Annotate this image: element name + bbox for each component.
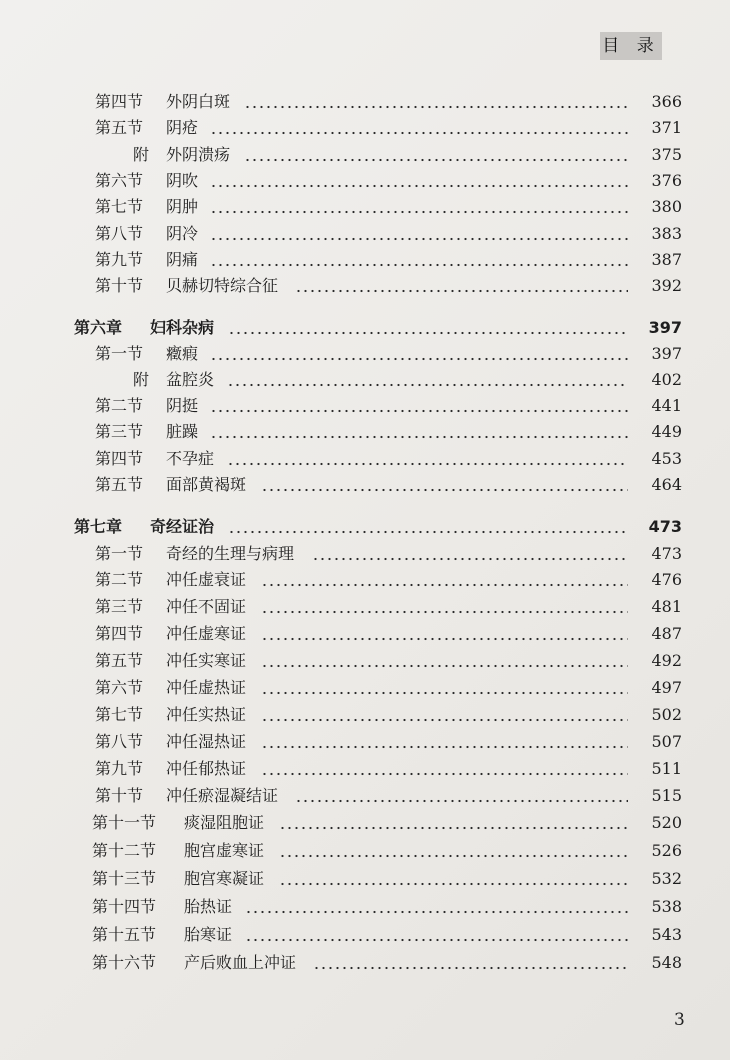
toc-entry-label: 第九节 [95,759,144,778]
toc-entry-title: 阴吹 [166,171,199,190]
toc-leader-dots [210,194,628,220]
toc-leader-dots [244,89,628,115]
toc-entry-title: 盆腔炎 [166,370,215,389]
toc-entry-label: 第八节 [95,732,144,751]
toc-entry-page: 502 [651,705,682,724]
toc-leader-dots [261,567,628,593]
toc-section-entry [0,247,730,273]
toc-section-entry [0,541,730,567]
toc-section-entry [0,922,730,948]
toc-section-entry [0,729,730,755]
toc-entry-page: 511 [651,759,682,778]
toc-entry-label: 第十节 [95,786,144,805]
toc-entry-label: 第十节 [95,276,144,295]
toc-leader-dots [261,729,628,755]
toc-entry-page: 397 [648,318,682,337]
toc-section-entry [0,419,730,445]
toc-section-entry [0,168,730,194]
toc-leader-dots [261,621,628,647]
toc-entry-title: 冲任虚衰证 [166,570,247,589]
toc-entry-title: 外阴白斑 [166,92,231,111]
toc-entry-title: 冲任郁热证 [166,759,247,778]
toc-entry-label: 第七节 [95,705,144,724]
toc-section-entry [0,194,730,220]
toc-entry-label: 第十三节 [92,869,157,888]
toc-section-entry [0,446,730,472]
toc-entry-label: 第四节 [95,624,144,643]
toc-entry-title: 阴冷 [166,224,199,243]
toc-entry-title: 冲任瘀湿凝结证 [166,786,279,805]
toc-entry-label: 第一节 [95,544,144,563]
toc-leader-dots [210,115,628,141]
toc-entry-title: 贝赫切特综合征 [166,276,279,295]
toc-chapter-entry [0,514,730,540]
toc-leader-dots [261,756,628,782]
toc-section-entry [0,894,730,920]
toc-entry-label: 第二节 [95,570,144,589]
toc-entry-label: 第十一节 [92,813,157,832]
toc-section-entry [0,472,730,498]
toc-entry-page: 515 [651,786,682,805]
toc-entry-label: 第十四节 [92,897,157,916]
toc-section-entry [0,115,730,141]
toc-leader-dots [261,675,628,701]
toc-entry-title: 阴痛 [166,250,199,269]
toc-entry-title: 产后败血上冲证 [184,953,297,972]
toc-entry-label: 第十五节 [92,925,157,944]
toc-entry-title: 冲任实寒证 [166,651,247,670]
toc-section-entry [0,756,730,782]
toc-leader-dots [295,273,628,299]
toc-section-entry [0,866,730,892]
toc-entry-label: 第五节 [95,118,144,137]
toc-entry-page: 376 [651,171,682,190]
toc-leader-dots [261,594,628,620]
toc-leader-dots [210,247,628,273]
toc-leader-dots [245,922,628,948]
toc-section-entry [0,648,730,674]
toc-leader-dots [210,341,628,367]
toc-entry-label: 第七节 [95,197,144,216]
toc-section-entry [0,675,730,701]
toc-section-entry [0,89,730,115]
toc-leader-dots [279,838,628,864]
toc-leader-dots [228,514,628,540]
toc-entry-page: 473 [648,517,682,536]
toc-entry-title: 冲任不固证 [166,597,247,616]
toc-leader-dots [279,810,628,836]
toc-leader-dots [210,221,628,247]
toc-entry-title: 冲任实热证 [166,705,247,724]
toc-entry-label: 第十二节 [92,841,157,860]
toc-section-entry [0,341,730,367]
toc-entry-page: 464 [651,475,682,494]
toc-entry-label: 第六节 [95,171,144,190]
toc-entry-label: 第一节 [95,344,144,363]
toc-entry-title: 胎热证 [184,897,233,916]
toc-leader-dots [261,702,628,728]
toc-leader-dots [313,950,628,976]
toc-entry-page: 453 [651,449,682,468]
toc-entry-page: 380 [651,197,682,216]
toc-entry-label: 第五节 [95,651,144,670]
toc-entry-title: 冲任虚寒证 [166,624,247,643]
toc-leader-dots [279,866,628,892]
toc-entry-page: 387 [651,250,682,269]
toc-leader-dots [227,446,628,472]
toc-section-entry [0,221,730,247]
toc-entry-title: 痰湿阻胞证 [184,813,265,832]
toc-entry-label: 第四节 [95,92,144,111]
toc-chapter-entry [0,315,730,341]
toc-entry-page: 392 [651,276,682,295]
toc-entry-label: 第九节 [95,250,144,269]
toc-entry-page: 526 [651,841,682,860]
toc-entry-page: 402 [651,370,682,389]
toc-leader-dots [245,894,628,920]
toc-entry-title: 胞宫寒凝证 [184,869,265,888]
toc-entry-page: 371 [651,118,682,137]
toc-entry-page: 383 [651,224,682,243]
toc-entry-title: 阴挺 [166,396,199,415]
toc-leader-dots [227,367,628,393]
toc-entry-page: 507 [651,732,682,751]
toc-section-entry [0,273,730,299]
toc-entry-label: 第七章 [74,517,123,536]
toc-entry-title: 奇经证治 [150,517,215,536]
toc-section-entry [0,702,730,728]
page-number: 3 [674,1010,685,1030]
toc-entry-page: 397 [651,344,682,363]
toc-entry-label: 第五节 [95,475,144,494]
toc-leader-dots [210,419,628,445]
toc-leader-dots [261,648,628,674]
toc-appendix-entry [0,367,730,393]
toc-leader-dots [210,168,628,194]
toc-entry-page: 548 [651,953,682,972]
toc-entry-page: 520 [651,813,682,832]
toc-entry-title: 不孕症 [166,449,215,468]
toc-entry-page: 449 [651,422,682,441]
toc-entry-label: 第四节 [95,449,144,468]
toc-entry-label: 第三节 [95,597,144,616]
toc-entry-label: 第八节 [95,224,144,243]
toc-entry-page: 441 [651,396,682,415]
toc-entry-label: 第三节 [95,422,144,441]
toc-entry-page: 538 [651,897,682,916]
toc-entry-page: 481 [651,597,682,616]
toc-entry-page: 473 [651,544,682,563]
toc-entry-title: 阴疮 [166,118,199,137]
toc-entry-title: 外阴溃疡 [166,145,231,164]
toc-entry-label: 第十六节 [92,953,157,972]
toc-header-label: 目 录 [600,32,662,60]
toc-section-entry [0,783,730,809]
toc-section-entry [0,950,730,976]
toc-entry-title: 脏躁 [166,422,199,441]
toc-entry-page: 497 [651,678,682,697]
toc-entry-page: 375 [651,145,682,164]
toc-entry-page: 543 [651,925,682,944]
toc-entry-title: 冲任虚热证 [166,678,247,697]
toc-section-entry [0,393,730,419]
toc-entry-title: 奇经的生理与病理 [166,544,295,563]
toc-entry-title: 妇科杂病 [150,318,215,337]
toc-leader-dots [295,783,628,809]
toc-leader-dots [244,142,628,168]
toc-appendix-entry [0,142,730,168]
toc-entry-title: 面部黄褐斑 [166,475,247,494]
toc-entry-label: 第二节 [95,396,144,415]
toc-leader-dots [210,393,628,419]
toc-entry-page: 476 [651,570,682,589]
toc-entry-label: 第六节 [95,678,144,697]
toc-entry-title: 胎寒证 [184,925,233,944]
toc-section-entry [0,838,730,864]
toc-entry-page: 492 [651,651,682,670]
toc-section-entry [0,594,730,620]
toc-entry-title: 阴肿 [166,197,199,216]
toc-entry-page: 487 [651,624,682,643]
toc-leader-dots [261,472,628,498]
toc-entry-title: 冲任湿热证 [166,732,247,751]
toc-section-entry [0,621,730,647]
toc-entry-label: 附 [133,370,150,389]
toc-section-entry [0,567,730,593]
toc-entry-label: 第六章 [74,318,123,337]
toc-entry-page: 366 [651,92,682,111]
toc-section-entry [0,810,730,836]
toc-entry-title: 胞宫虚寒证 [184,841,265,860]
toc-entry-title: 癥瘕 [166,344,199,363]
toc-leader-dots [228,315,628,341]
toc-entry-page: 532 [651,869,682,888]
toc-leader-dots [312,541,628,567]
toc-entry-label: 附 [133,145,150,164]
